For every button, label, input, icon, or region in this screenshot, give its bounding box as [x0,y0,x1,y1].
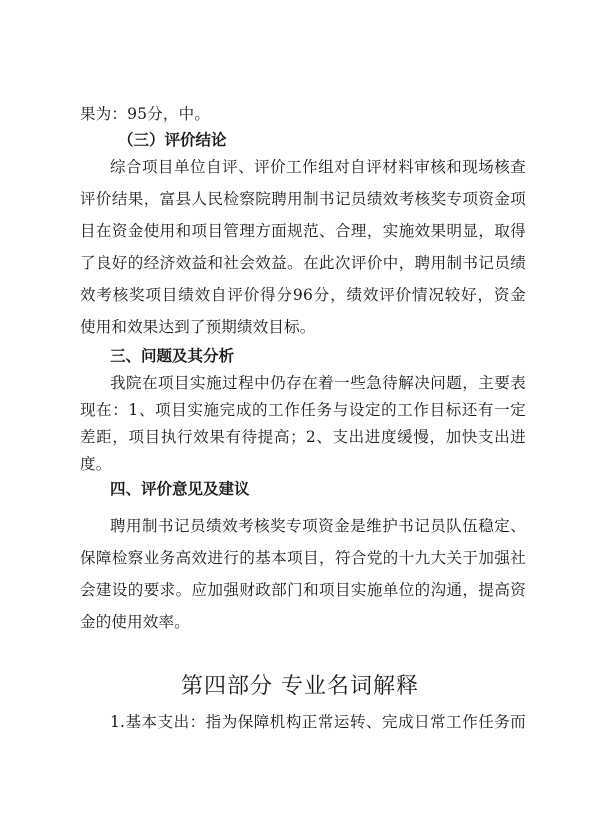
paragraph-line: 保障检察业务高效进行的基本项目，符合党的十九大关于加强社 [80,549,526,567]
paragraph-line: 金的使用效率。 [80,613,190,631]
paragraph-line: 目在资金使用和项目管理方面规范、合理，实施效果明显，取得 [80,222,526,240]
paragraph-line: 差距，项目执行效果有待提高；2、支出进度缓慢，加快支出进 [80,428,526,446]
paragraph-line: 效考核奖项目绩效自评价得分96分，绩效评价情况较好，资金 [80,286,526,304]
section-heading-opinions: 四、评价意见及建议 [110,480,250,498]
paragraph-line: 现在：1、项目实施完成的工作任务与设定的工作目标还有一定 [80,401,526,419]
paragraph-line: 评价结果，富县人民检察院聘用制书记员绩效考核奖专项资金项 [80,190,526,208]
paragraph-line: 度。 [80,455,112,473]
paragraph-line: 果为：95分，中。 [80,105,211,123]
section-heading-problems: 三、问题及其分析 [110,347,235,365]
section-heading-conclusion: （三）评价结论 [118,131,227,149]
part-title: 第四部分 专业名词解释 [181,674,419,699]
paragraph-line: 了良好的经济效益和社会效益。在此次评价中，聘用制书记员绩 [80,254,526,272]
paragraph-line: 综合项目单位自评、评价工作组对自评材料审核和现场核查 [110,158,526,176]
paragraph-line: 聘用制书记员绩效考核奖专项资金是维护书记员队伍稳定、 [110,517,526,535]
paragraph-line: 1.基本支出：指为保障机构正常运转、完成日常工作任务而 [110,713,526,731]
paragraph-line: 我院在项目实施过程中仍存在着一些急待解决问题，主要表 [110,374,526,392]
paragraph-line: 会建设的要求。应加强财政部门和项目实施单位的沟通，提高资 [80,581,526,599]
paragraph-line: 使用和效果达到了预期绩效目标。 [80,318,316,336]
